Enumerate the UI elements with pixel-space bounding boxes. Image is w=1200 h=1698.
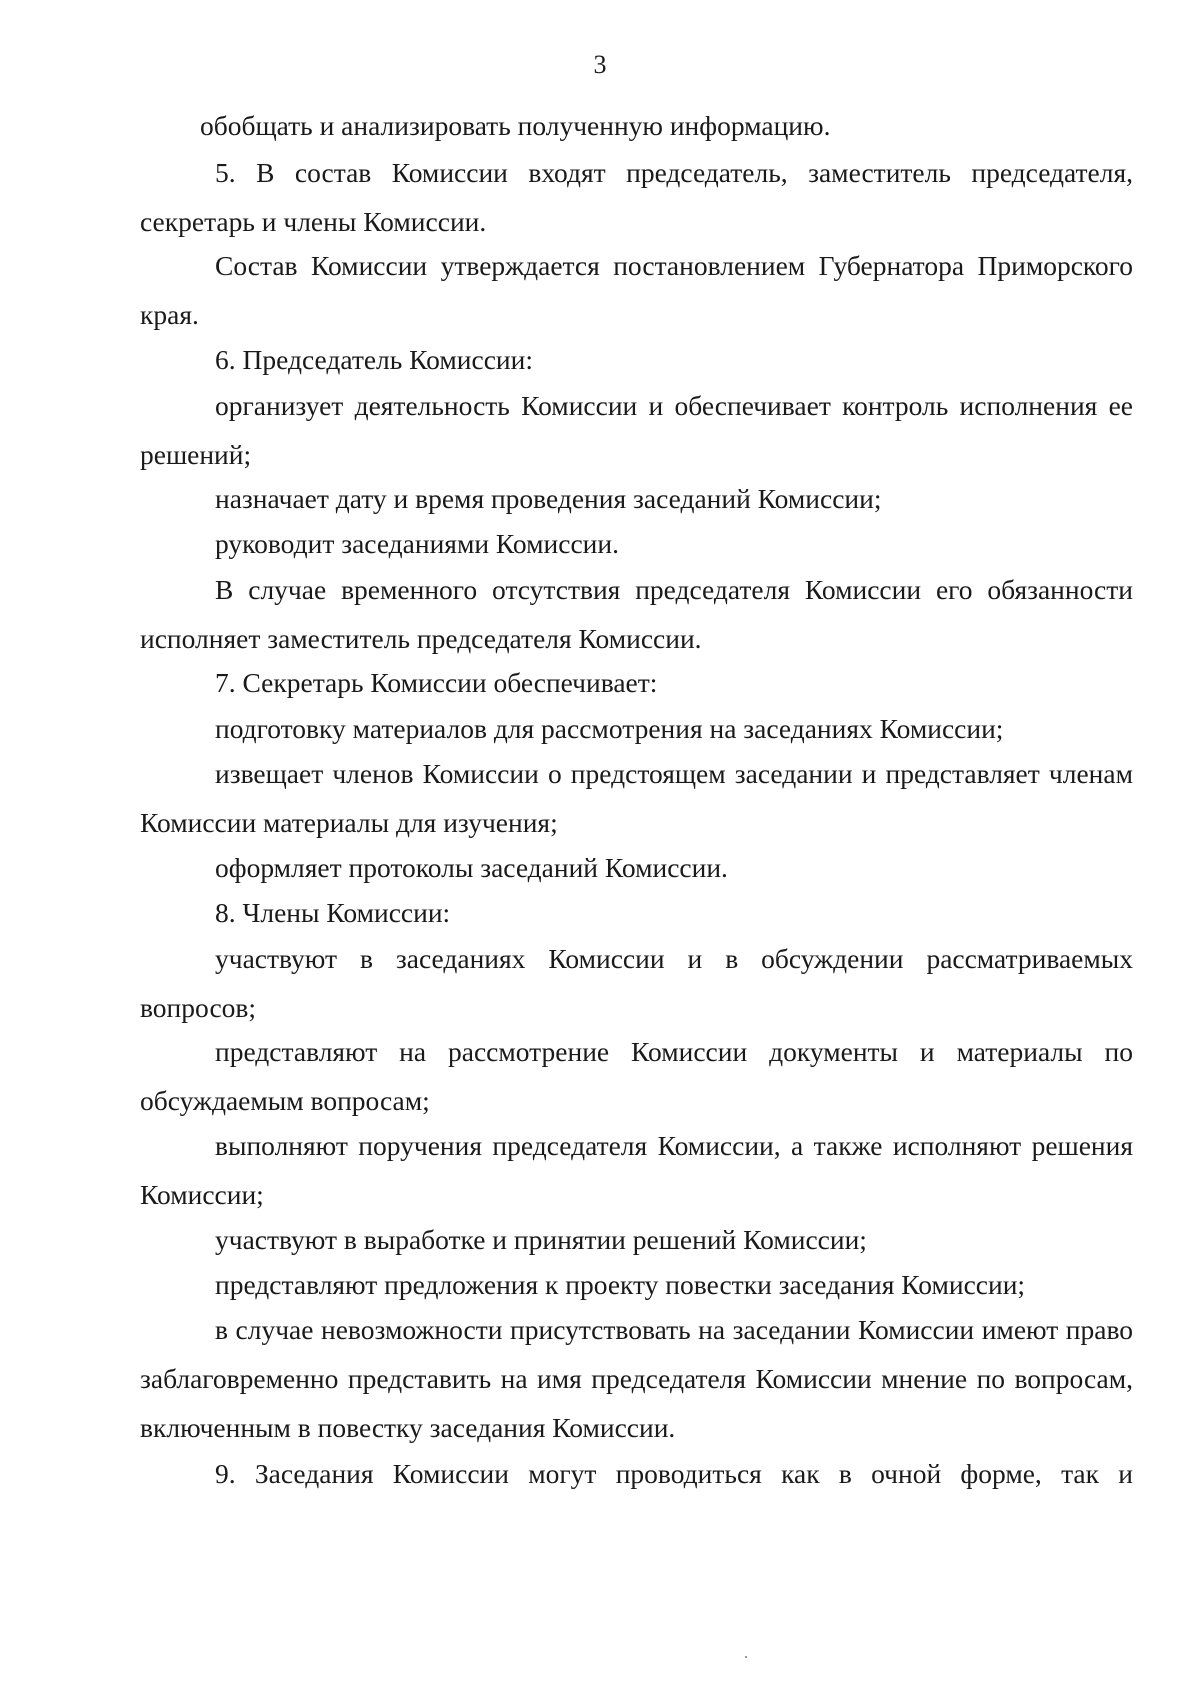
paragraph-member-duty-6: в случае невозможности присутствовать на заседании Комиссии имеют право заблаговременно представить на имя председателя Комиссии мнение по вопросам, включенным в повестку заседания Комиссии. [140, 1314, 1133, 1443]
paragraph-member-duty-1: участвуют в заседаниях Комиссии и в обсуждении рассматриваемых вопросов; [140, 943, 1133, 1023]
scan-speck [745, 1656, 747, 1658]
paragraph-composition: Состав Комиссии утверждается постановлением Губернатора Приморского края. [140, 250, 1133, 330]
paragraph-chair-absence: В случае временного отсутствия председателя Комиссии его обязанности исполняет заместитель председателя Комиссии. [140, 574, 1133, 654]
paragraph-secretary-duty-1: подготовку материалов для рассмотрения на заседаниях Комиссии; [215, 713, 1004, 744]
paragraph-item-5: 5. В состав Комиссии входят председатель, заместитель председателя, секретарь и члены Комиссии. [140, 157, 1133, 237]
paragraph-member-duty-2: представляют на рассмотрение Комиссии документы и материалы по обсуждаемым вопросам; [140, 1036, 1133, 1116]
paragraph-chair-duty-1: организует деятельность Комиссии и обеспечивает контроль исполнения ее решений; [140, 390, 1133, 470]
paragraph-item-9: 9. Заседания Комиссии могут проводиться как в очной форме, так и [215, 1458, 1133, 1489]
document-text [140, 101, 1133, 1498]
paragraph-item-7: 7. Секретарь Комиссии обеспечивает: [215, 667, 658, 698]
paragraph-item-8: 8. Члены Комиссии: [215, 897, 451, 928]
paragraph-continuation: обобщать и анализировать полученную информацию. [200, 110, 831, 141]
paragraph-member-duty-5: представляют предложения к проекту повестки заседания Комиссии; [215, 1269, 1026, 1300]
paragraph-member-duty-4: участвуют в выработке и принятии решений Комиссии; [215, 1224, 867, 1255]
paragraph-chair-duty-3: руководит заседаниями Комиссии. [215, 528, 619, 559]
paragraph-secretary-duty-2: извещает членов Комиссии о предстоящем заседании и представляет членам Комиссии материалы для изучения; [140, 758, 1133, 838]
paragraph-chair-duty-2: назначает дату и время проведения заседаний Комиссии; [215, 483, 882, 514]
paragraph-member-duty-3: выполняют поручения председателя Комиссии, а также исполняют решения Комиссии; [140, 1130, 1133, 1210]
paragraph-item-6: 6. Председатель Комиссии: [215, 344, 533, 375]
paragraph-secretary-duty-3: оформляет протоколы заседаний Комиссии. [215, 852, 728, 883]
page-number: 3 [593, 50, 607, 79]
